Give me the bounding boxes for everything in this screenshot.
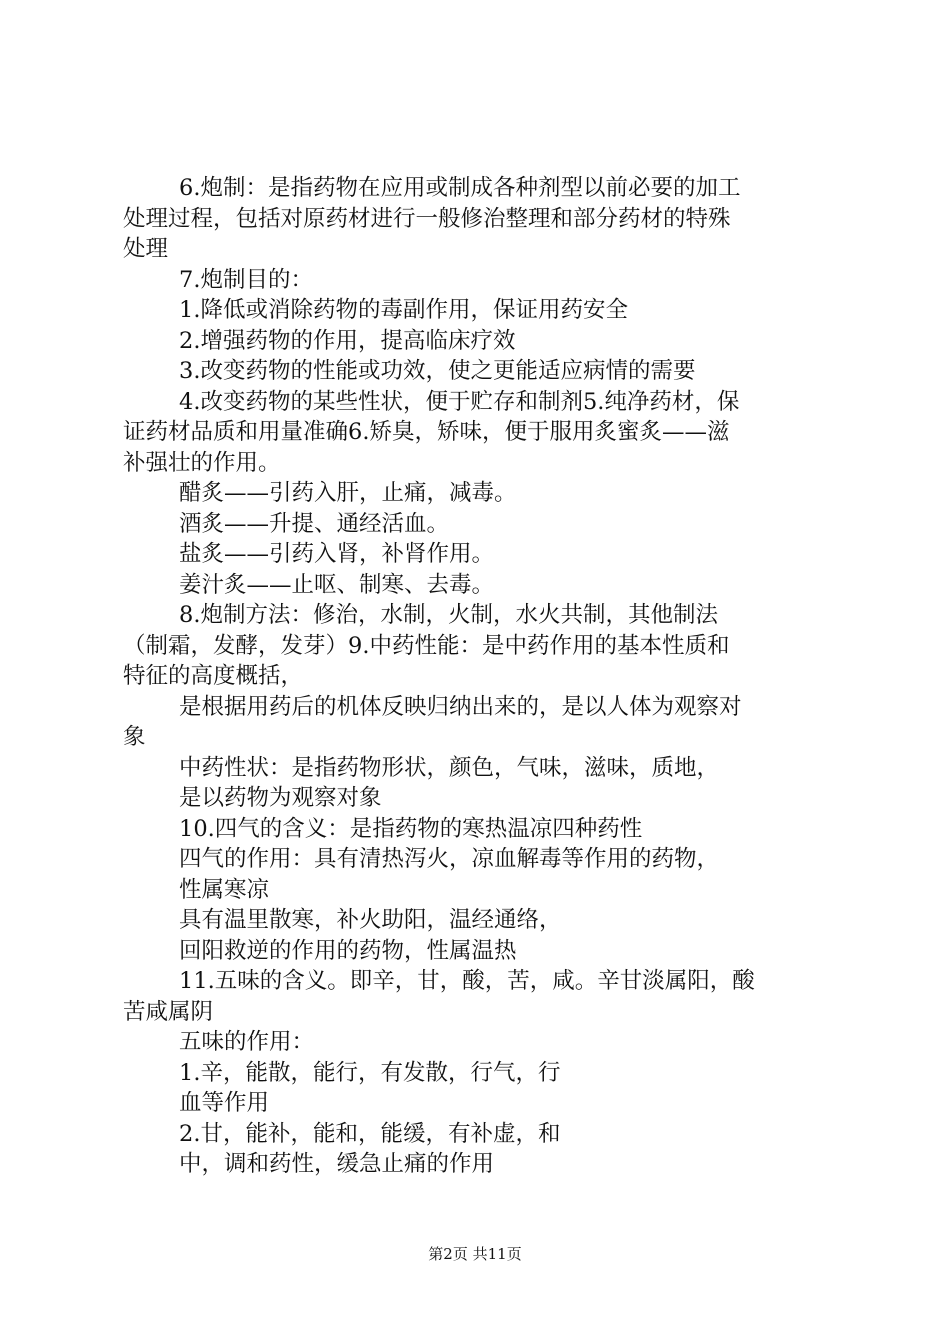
- text-line: 补强壮的作用。: [123, 449, 281, 476]
- text-line: 四气的作用：具有清热泻火，凉血解毒等作用的药物，: [179, 846, 720, 872]
- text-line: （制霜，发酵，发芽）9.中药性能：是中药作用的基本性质和: [123, 632, 730, 659]
- text-line: 中药性状：是指药物形状，颜色，气味，滋味，质地，: [179, 754, 720, 781]
- text-line: 2.甘，能补，能和，能缓，有补虚，和: [179, 1120, 561, 1147]
- text-line: 4.改变药物的某些性状，便于贮存和制剂5.纯净药材，保: [179, 388, 740, 415]
- text-line: 处理: [123, 236, 169, 262]
- text-line: 性属寒凉: [179, 876, 270, 903]
- text-line: 特征的高度概括，: [123, 663, 304, 689]
- document-body: [123, 173, 833, 1180]
- text-line: 姜汁炙——止呕、制寒、去毒。: [179, 571, 495, 598]
- text-line: 1.降低或消除药物的毒副作用，保证用药安全: [179, 297, 628, 323]
- text-line: 1.辛，能散，能行，有发散，行气，行: [179, 1059, 561, 1086]
- text-line: 3.改变药物的性能或功效，使之更能适应病情的需要: [179, 358, 696, 384]
- text-line: 酒炙——升提、通经活血。: [179, 510, 450, 537]
- text-line: 证药材品质和用量准确6.矫臭，矫味，便于服用炙蜜炙——滋: [123, 419, 730, 445]
- text-line: 苦咸属阴: [123, 998, 214, 1025]
- text-line: 6.炮制：是指药物在应用或制成各种剂型以前必要的加工: [179, 175, 741, 201]
- text-line: 是根据用药后的机体反映归纳出来的，是以人体为观察对: [179, 693, 742, 720]
- text-line: 具有温里散寒，补火助阳，温经通络，: [179, 907, 562, 933]
- text-line: 处理过程，包括对原药材进行一般修治整理和部分药材的特殊: [123, 205, 731, 232]
- text-line: 是以药物为观察对象: [179, 785, 382, 811]
- page-footer: 第2页 共11页: [428, 1245, 522, 1263]
- text-line: 2.增强药物的作用，提高临床疗效: [179, 327, 516, 354]
- text-line: 中，调和药性，缓急止痛的作用: [179, 1151, 495, 1177]
- text-line: 7.炮制目的：: [179, 266, 313, 293]
- text-line: 醋炙——引药入肝，止痛，减毒。: [179, 480, 517, 506]
- text-line: 8.炮制方法：修治，水制，火制，水火共制，其他制法: [179, 602, 718, 628]
- text-line: 回阳救逆的作用的药物，性属温热: [179, 937, 517, 964]
- text-line: 11.五味的含义。即辛，甘，酸，苦，咸。辛甘淡属阳，酸: [179, 968, 755, 994]
- text-line: 血等作用: [179, 1090, 270, 1116]
- text-line: 五味的作用：: [179, 1029, 315, 1055]
- text-line: 盐炙——引药入肾，补肾作用。: [179, 541, 495, 567]
- text-line: 10.四气的含义：是指药物的寒热温凉四种药性: [179, 815, 643, 842]
- text-line: 象: [123, 724, 146, 750]
